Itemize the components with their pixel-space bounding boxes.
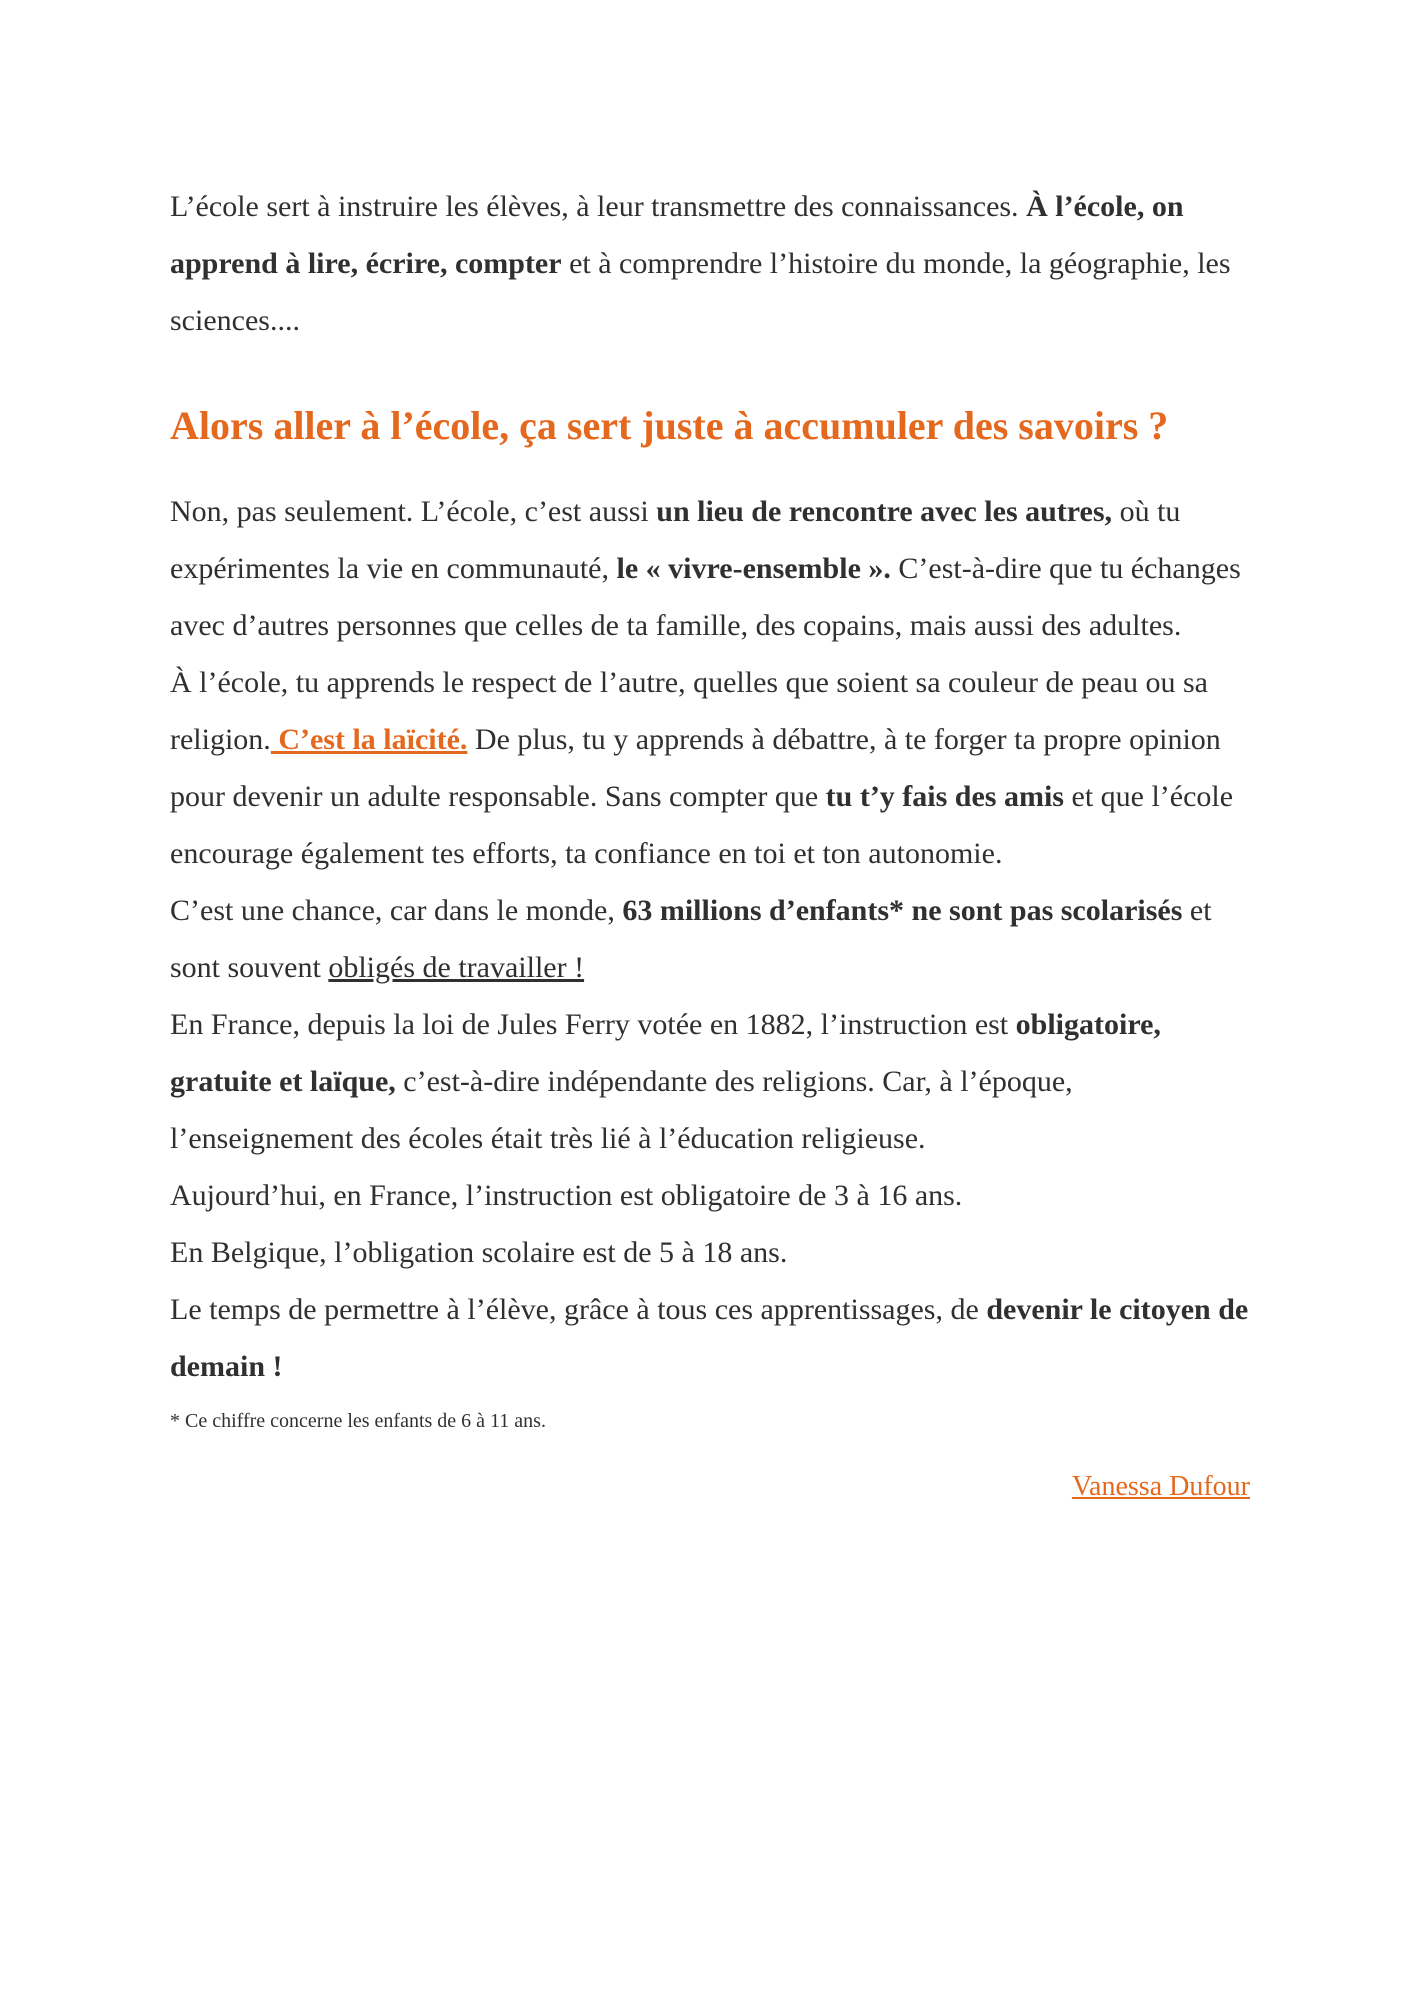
paragraph-france-age: Aujourd’hui, en France, l’instruction est obligatoire de 3 à 16 ans.: [170, 1179, 963, 1212]
paragraph-chance: [170, 882, 1250, 996]
p7-text-1: Le temps de permettre à l’élève, grâce à tous ces apprentissages, de: [170, 1293, 987, 1326]
child-labor-link[interactable]: obligés de travailler !: [328, 951, 585, 984]
laicite-link[interactable]: C’est la laïcité.: [270, 723, 468, 756]
paragraph-respect: [170, 654, 1250, 882]
author-link[interactable]: Vanessa Dufour: [1071, 1471, 1250, 1502]
intro-paragraph: [170, 178, 1250, 349]
author-byline: [170, 1471, 1250, 1503]
p1-text-1: Non, pas seulement. L’école, c’est aussi: [170, 495, 657, 528]
paragraph-france-law: [170, 996, 1250, 1167]
p3-text-1: C’est une chance, car dans le monde,: [170, 894, 623, 927]
intro-text-2: et à comprendre l’histoire du monde, la géographie, les sciences....: [170, 247, 1231, 337]
intro-bold-1: À l’école, on apprend à lire, écrire, compter: [170, 190, 1184, 280]
p4-bold-1: obligatoire, gratuite et laïque,: [170, 1008, 1161, 1098]
p2-bold-1: tu t’y fais des amis: [825, 780, 1064, 813]
p2-text-3: et que l’école encourage également tes efforts, ta confiance en toi et ton autonomie.: [170, 780, 1234, 870]
p2-text-2: De plus, tu y apprends à débattre, à te forger ta propre opinion pour devenir un adulte responsable. Sans compter que: [170, 723, 1221, 813]
p4-text-1: En France, depuis la loi de Jules Ferry votée en 1882, l’instruction est: [170, 1008, 1016, 1041]
p1-bold-1: un lieu de rencontre avec les autres,: [656, 495, 1113, 528]
paragraph-belgium-age: En Belgique, l’obligation scolaire est de 5 à 18 ans.: [170, 1236, 788, 1269]
article: [170, 178, 1250, 1503]
p2-text-1: À l’école, tu apprends le respect de l’autre, quelles que soient sa couleur de peau ou sa religion.: [170, 666, 1208, 756]
p1-text-3: C’est-à-dire que tu échanges avec d’autres personnes que celles de ta famille, des copains, mais aussi des adultes.: [170, 552, 1241, 642]
p1-bold-2: le « vivre-ensemble ».: [616, 552, 891, 585]
p3-bold-1: 63 millions d’enfants* ne sont pas scolarisés: [622, 894, 1183, 927]
paragraph-community: [170, 483, 1250, 654]
p7-bold-1: devenir le citoyen de demain !: [170, 1293, 1249, 1383]
p4-text-2: c’est-à-dire indépendante des religions. Car, à l’époque, l’enseignement des écoles était très lié à l’éducation religieuse.: [170, 1065, 1073, 1155]
intro-text-1: L’école sert à instruire les élèves, à leur transmettre des connaissances.: [170, 190, 1027, 223]
footnote: * Ce chiffre concerne les enfants de 6 à 11 ans.: [170, 1410, 546, 1432]
p1-text-2: où tu expérimentes la vie en communauté,: [170, 495, 1181, 585]
p3-text-2: et sont souvent: [170, 894, 1212, 984]
section-heading: Alors aller à l’école, ça sert juste à accumuler des savoirs ?: [170, 403, 1169, 448]
paragraph-citizen: [170, 1281, 1250, 1395]
